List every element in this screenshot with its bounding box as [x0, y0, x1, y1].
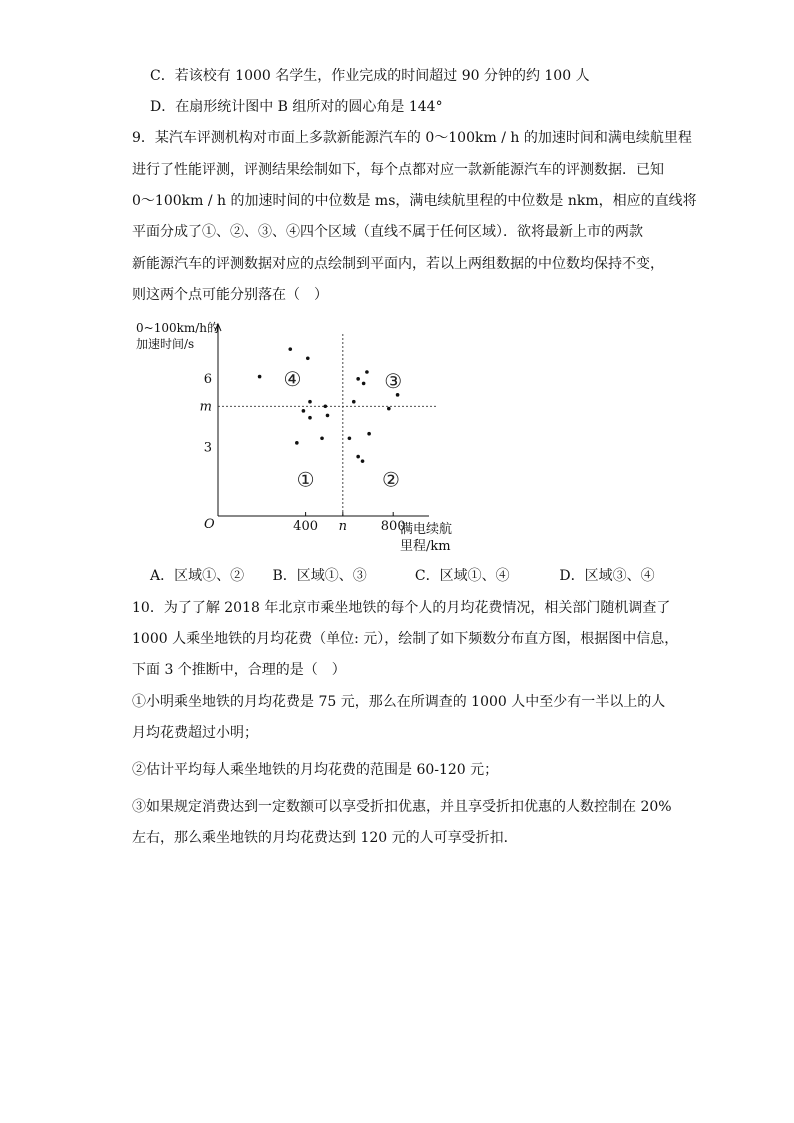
data-point — [352, 400, 356, 404]
q9-option-a[interactable]: A．区域①、② — [150, 568, 245, 584]
data-point — [258, 375, 262, 379]
q9-line-3: 0～100km / h 的加速时间的中位数是 ms，满电续航里程的中位数是 nkm，相应的直线将 — [132, 193, 697, 209]
data-point — [326, 414, 330, 418]
q9-option-d[interactable]: D．区域③、④ — [559, 568, 655, 584]
q10-line-1: 10．为了了解 2018 年北京市乘坐地铁的每个人的月均花费情况，相关部门随机调查了 — [132, 600, 671, 616]
data-point — [306, 356, 310, 360]
q9-line-4: 平面分成了①、②、③、④四个区域（直线不属于任何区域）．欲将最新上市的两款 — [132, 224, 643, 240]
x-tick-label: n — [338, 519, 348, 534]
scatter-chart — [132, 316, 472, 556]
region-label: ② — [382, 467, 400, 492]
prev-option-c: C．若该校有 1000 名学生，作业完成的时间超过 90 分钟的约 100 人 — [150, 68, 590, 84]
y-axis-label-line-1: 0~100km/h的 — [136, 321, 220, 335]
q10-line-3: 下面 3 个推断中，合理的是（ ） — [132, 662, 346, 678]
x-axis-label-line-1: 满电续航 — [400, 522, 453, 537]
x-axis-label-line-2: 里程/km — [400, 539, 451, 554]
prev-option-d: D．在扇形统计图中 B 组所对的圆心角是 144° — [150, 99, 443, 115]
region-label: ④ — [283, 366, 302, 391]
q10-statement-1: ①小明乘坐地铁的月均花费是 75 元，那么在所调查的 1000 人中至少有一半以上的人 — [132, 694, 666, 710]
y-tick-label: m — [199, 399, 212, 415]
data-point — [288, 347, 292, 351]
data-point — [302, 409, 306, 413]
q10-statement-3-cont: 左右，那么乘坐地铁的月均花费达到 120 元的人可享受折扣． — [132, 830, 518, 846]
data-point — [320, 436, 324, 440]
origin-label: O — [204, 517, 215, 532]
data-point — [308, 400, 312, 404]
q10-statement-1-cont: 月均花费超过小明； — [132, 725, 258, 741]
q9-line-5: 新能源汽车的评测数据对应的点绘制到平面内，若以上两组数据的中位数均保持不变， — [132, 256, 664, 272]
data-point — [396, 393, 400, 397]
q9-option-c[interactable]: C．区域①、④ — [414, 568, 510, 584]
y-tick-label: 6 — [203, 371, 212, 387]
region-label: ③ — [384, 369, 403, 394]
region-label: ① — [296, 467, 315, 492]
q9-line-1: 9．某汽车评测机构对市面上多款新能源汽车的 0～100km / h 的加速时间和满电续航里程 — [132, 130, 692, 146]
q9-line-2: 进行了性能评测，评测结果绘制如下，每个点都对应一款新能源汽车的评测数据．已知 — [132, 162, 664, 178]
q9-option-b[interactable]: B．区域①、③ — [272, 568, 367, 584]
y-axis-label-line-2: 加速时间/s — [136, 337, 195, 351]
y-tick-label: 3 — [203, 440, 212, 456]
data-point — [295, 441, 299, 445]
q10-statement-2: ②估计平均每人乘坐地铁的月均花费的范围是 60-120 元； — [132, 762, 499, 778]
data-point — [356, 377, 360, 381]
q9-line-6: 则这两个点可能分别落在（ ） — [132, 287, 328, 303]
data-point — [367, 432, 371, 436]
data-point — [387, 407, 391, 411]
q10-statement-3: ③如果规定消费达到一定数额可以享受折扣优惠，并且享受折扣优惠的人数控制在 20% — [132, 799, 672, 815]
q10-line-2: 1000 人乘坐地铁的月均花费（单位: 元），绘制了如下频数分布直方图，根据图中信息， — [132, 631, 679, 647]
data-point — [324, 404, 328, 408]
data-point — [356, 455, 360, 459]
q9-options — [150, 566, 655, 586]
data-point — [308, 416, 312, 420]
data-point — [348, 436, 352, 440]
data-point — [361, 459, 365, 463]
x-tick-label: 800 — [380, 519, 406, 534]
data-point — [365, 370, 369, 374]
data-point — [362, 382, 366, 386]
x-tick-label: 400 — [293, 519, 319, 534]
